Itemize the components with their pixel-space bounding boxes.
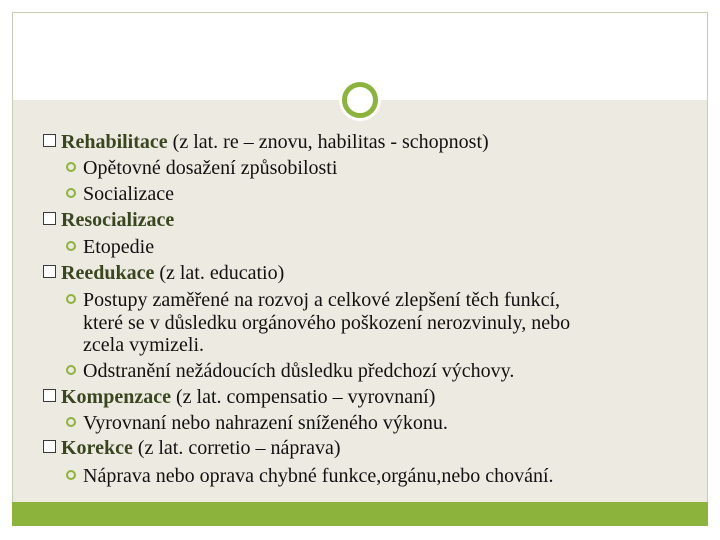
sub-item-text: Odstranění nežádoucích důsledku předchozí výchovy. [83, 360, 515, 382]
sub-item-text: Etopedie [83, 236, 155, 258]
term: Resocializace [61, 209, 175, 231]
list-item [66, 289, 560, 311]
list-item [43, 386, 435, 408]
checkbox-square-icon [43, 440, 56, 453]
term: Kompenzace [61, 386, 171, 408]
sub-item-continuation: které se v důsledku orgánového poškození nerozvinuly, nebo [83, 312, 571, 334]
checkbox-square-icon [43, 212, 56, 225]
green-ring-bullet-icon [66, 294, 76, 304]
green-ring-bullet-icon [66, 241, 76, 251]
list-item [66, 360, 514, 382]
term-description: (z lat. compensatio – vyrovnaní) [170, 386, 436, 408]
checkbox-square-icon [43, 265, 56, 278]
list-item [66, 157, 337, 179]
list-item [43, 437, 341, 459]
list-item [43, 262, 284, 284]
term: Rehabilitace [61, 131, 168, 153]
term: Korekce [61, 437, 133, 459]
green-ring-bullet-icon [66, 470, 76, 480]
checkbox-square-icon [43, 134, 56, 147]
list-item [66, 236, 154, 258]
checkbox-square-icon [43, 389, 56, 402]
green-ring-bullet-icon [66, 188, 76, 198]
term-description: (z lat. corretio – náprava) [132, 437, 341, 459]
list-item [66, 465, 554, 487]
sub-item-text: Opětovné dosažení způsobilosti [83, 157, 338, 179]
sub-item-text: Socializace [83, 183, 175, 205]
sub-item-continuation: zcela vymizeli. [83, 334, 205, 356]
list-item [66, 183, 174, 205]
sub-item-text: Vyrovnaní nebo nahrazení sníženého výkonu. [83, 412, 448, 434]
list-item [43, 209, 174, 231]
sub-item-text: Náprava nebo oprava chybné funkce,orgánu,nebo chování. [83, 465, 554, 487]
list-item [43, 131, 489, 153]
list-item [66, 412, 448, 434]
term: Reedukace [61, 262, 155, 284]
term-description: (z lat. educatio) [154, 262, 285, 284]
green-ring-bullet-icon [66, 162, 76, 172]
green-ring-bullet-icon [66, 365, 76, 375]
sub-item-text: Postupy zaměřené na rozvoj a celkové zlepšení těch funkcí, [83, 289, 561, 311]
green-ring-bullet-icon [66, 417, 76, 427]
term-description: (z lat. re – znovu, habilitas - schopnost) [167, 131, 489, 153]
